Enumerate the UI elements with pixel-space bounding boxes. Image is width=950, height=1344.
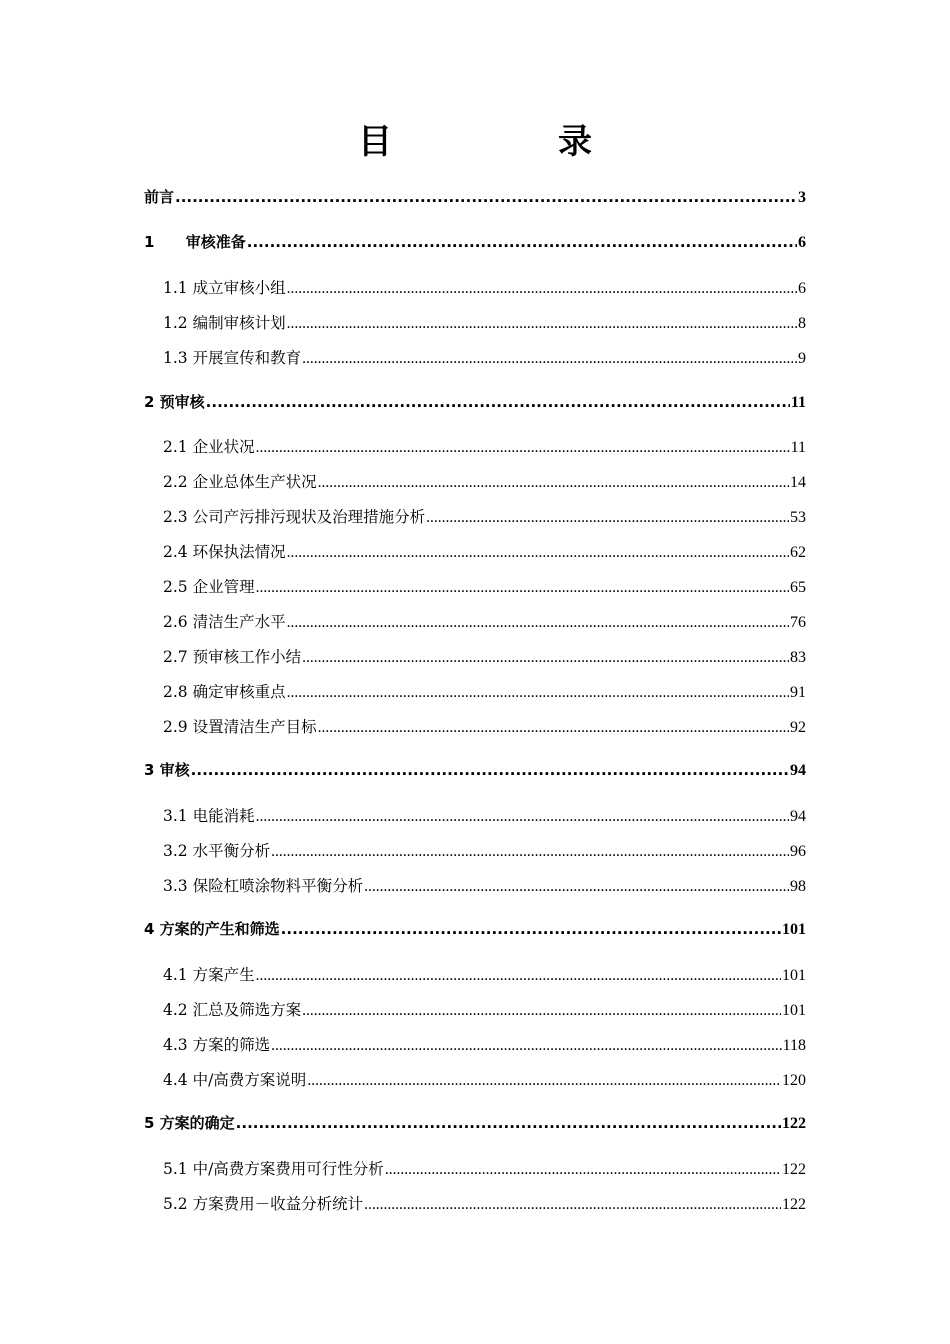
toc-leader-dots — [287, 280, 797, 298]
toc-page-number: 83 — [790, 649, 806, 666]
toc-leader-dots — [287, 684, 789, 702]
toc-entry-label: 2.4 环保执法情况 — [163, 543, 286, 561]
toc-entry-label: 前言 — [144, 188, 175, 206]
toc-page-number: 122 — [782, 1115, 806, 1132]
toc-entry-label: 2.5 企业管理 — [163, 578, 255, 596]
toc-leader-dots — [281, 920, 781, 938]
toc-leader-dots — [364, 878, 789, 896]
toc-section-entry[interactable] — [144, 435, 806, 461]
toc-section-entry[interactable] — [144, 610, 806, 636]
toc-section-entry[interactable] — [144, 540, 806, 566]
toc-leader-dots — [385, 1161, 781, 1179]
toc-page-number: 101 — [782, 921, 806, 938]
toc-page-number: 14 — [790, 474, 806, 491]
toc-entry-label: 5.1 中/高费方案费用可行性分析 — [163, 1160, 384, 1178]
toc-chapter-entry[interactable] — [144, 231, 806, 257]
toc-section-entry[interactable] — [144, 680, 806, 706]
toc-entry-label: 4.3 方案的筛选 — [163, 1036, 271, 1054]
toc-entry-label: 1.3 开展宣传和教育 — [163, 349, 302, 367]
toc-page-number: 11 — [790, 439, 806, 456]
toc-entry-label: 4.2 汇总及筛选方案 — [163, 1001, 302, 1019]
toc-leader-dots — [302, 1002, 781, 1020]
toc-leader-dots — [175, 188, 797, 206]
toc-page-number: 94 — [790, 762, 806, 779]
toc-section-entry[interactable] — [144, 470, 806, 496]
toc-page-number: 101 — [782, 967, 806, 984]
toc-page-number: 76 — [790, 614, 806, 631]
toc-entry-label: 5.2 方案费用－收益分析统计 — [163, 1195, 364, 1213]
toc-entry-label: 2.3 公司产污排污现状及治理措施分析 — [163, 508, 426, 526]
toc-entry-label: 2.7 预审核工作小结 — [163, 648, 302, 666]
toc-page-number: 122 — [782, 1196, 806, 1213]
toc-leader-dots — [271, 843, 789, 861]
toc-section-entry[interactable] — [144, 804, 806, 830]
toc-entry-label: 1.2 编制审核计划 — [163, 314, 286, 332]
toc-section-entry[interactable] — [144, 276, 806, 302]
toc-section-entry[interactable] — [144, 1192, 806, 1218]
toc-page-number: 53 — [790, 509, 806, 526]
toc-page-number: 98 — [790, 878, 806, 895]
toc-entry-label: 4.1 方案产生 — [163, 966, 255, 984]
toc-leader-dots — [206, 393, 790, 411]
toc-chapter-entry[interactable] — [144, 391, 806, 417]
toc-page-number: 3 — [798, 189, 806, 206]
toc-section-entry[interactable] — [144, 874, 806, 900]
toc-leader-dots — [287, 544, 789, 562]
toc-chapter-entry[interactable] — [144, 918, 806, 944]
toc-title: 目 录 — [358, 122, 658, 162]
toc-leader-dots — [236, 1114, 781, 1132]
toc-page-number: 9 — [798, 350, 806, 367]
toc-leader-dots — [287, 315, 797, 333]
toc-entry-label: 4 方案的产生和筛选 — [144, 920, 280, 938]
toc-section-entry[interactable] — [144, 311, 806, 337]
toc-leader-dots — [191, 761, 789, 779]
toc-entry-label: 2.9 设置清洁生产目标 — [163, 718, 317, 736]
toc-leader-dots — [364, 1196, 781, 1214]
toc-page-number: 65 — [790, 579, 806, 596]
toc-leader-dots — [302, 649, 789, 667]
toc-entry-label: 2 预审核 — [144, 393, 205, 411]
toc-section-entry[interactable] — [144, 963, 806, 989]
toc-chapter-entry[interactable] — [144, 1112, 806, 1138]
toc-page-number: 122 — [782, 1161, 806, 1178]
toc-section-entry[interactable] — [144, 1068, 806, 1094]
toc-leader-dots — [318, 474, 789, 492]
toc-section-entry[interactable] — [144, 505, 806, 531]
toc-page-number: 96 — [790, 843, 806, 860]
toc-page-number: 6 — [798, 234, 806, 251]
toc-entry-label: 2.8 确定审核重点 — [163, 683, 286, 701]
toc-entry-label: 1.1 成立审核小组 — [163, 279, 286, 297]
toc-section-entry[interactable] — [144, 715, 806, 741]
toc-page-number: 118 — [782, 1037, 806, 1054]
toc-entry-label: 3 审核 — [144, 761, 190, 779]
toc-entry-label: 2.1 企业状况 — [163, 438, 255, 456]
toc-page-number: 94 — [790, 808, 806, 825]
toc-leader-dots — [271, 1037, 782, 1055]
toc-leader-dots — [318, 719, 789, 737]
toc-entry-label: 3.2 水平衡分析 — [163, 842, 271, 860]
toc-section-entry[interactable] — [144, 1033, 806, 1059]
toc-entry-label: 5 方案的确定 — [144, 1114, 235, 1132]
toc-chapter-entry[interactable] — [144, 759, 806, 785]
toc-page-number: 8 — [798, 315, 806, 332]
toc-entry-label: 2.2 企业总体生产状况 — [163, 473, 317, 491]
toc-leader-dots — [256, 579, 789, 597]
toc-page-number: 92 — [790, 719, 806, 736]
toc-page-number: 91 — [790, 684, 806, 701]
toc-section-entry[interactable] — [144, 998, 806, 1024]
toc-page-number: 11 — [790, 394, 806, 411]
toc-entry-label: 3.3 保险杠喷涂物料平衡分析 — [163, 877, 364, 895]
toc-leader-dots — [287, 614, 789, 632]
toc-section-entry[interactable] — [144, 1157, 806, 1183]
toc-leader-dots — [247, 233, 797, 251]
toc-section-entry[interactable] — [144, 575, 806, 601]
toc-entry-label: 3.1 电能消耗 — [163, 807, 255, 825]
toc-leader-dots — [426, 509, 789, 527]
toc-chapter-entry[interactable] — [144, 186, 806, 212]
toc-section-entry[interactable] — [144, 645, 806, 671]
toc-page-number: 101 — [782, 1002, 806, 1019]
toc-leader-dots — [302, 350, 797, 368]
toc-page-number: 120 — [782, 1072, 806, 1089]
toc-leader-dots — [307, 1072, 781, 1090]
toc-leader-dots — [256, 808, 789, 826]
toc-leader-dots — [256, 439, 790, 457]
toc-leader-dots — [256, 967, 781, 985]
toc-section-entry[interactable] — [144, 346, 806, 372]
toc-page-number: 6 — [798, 280, 806, 297]
toc-page-number: 62 — [790, 544, 806, 561]
toc-entry-label: 2.6 清洁生产水平 — [163, 613, 286, 631]
toc-section-entry[interactable] — [144, 839, 806, 865]
toc-entry-label: 4.4 中/高费方案说明 — [163, 1071, 307, 1089]
toc-entry-label: 1 审核准备 — [144, 233, 246, 251]
